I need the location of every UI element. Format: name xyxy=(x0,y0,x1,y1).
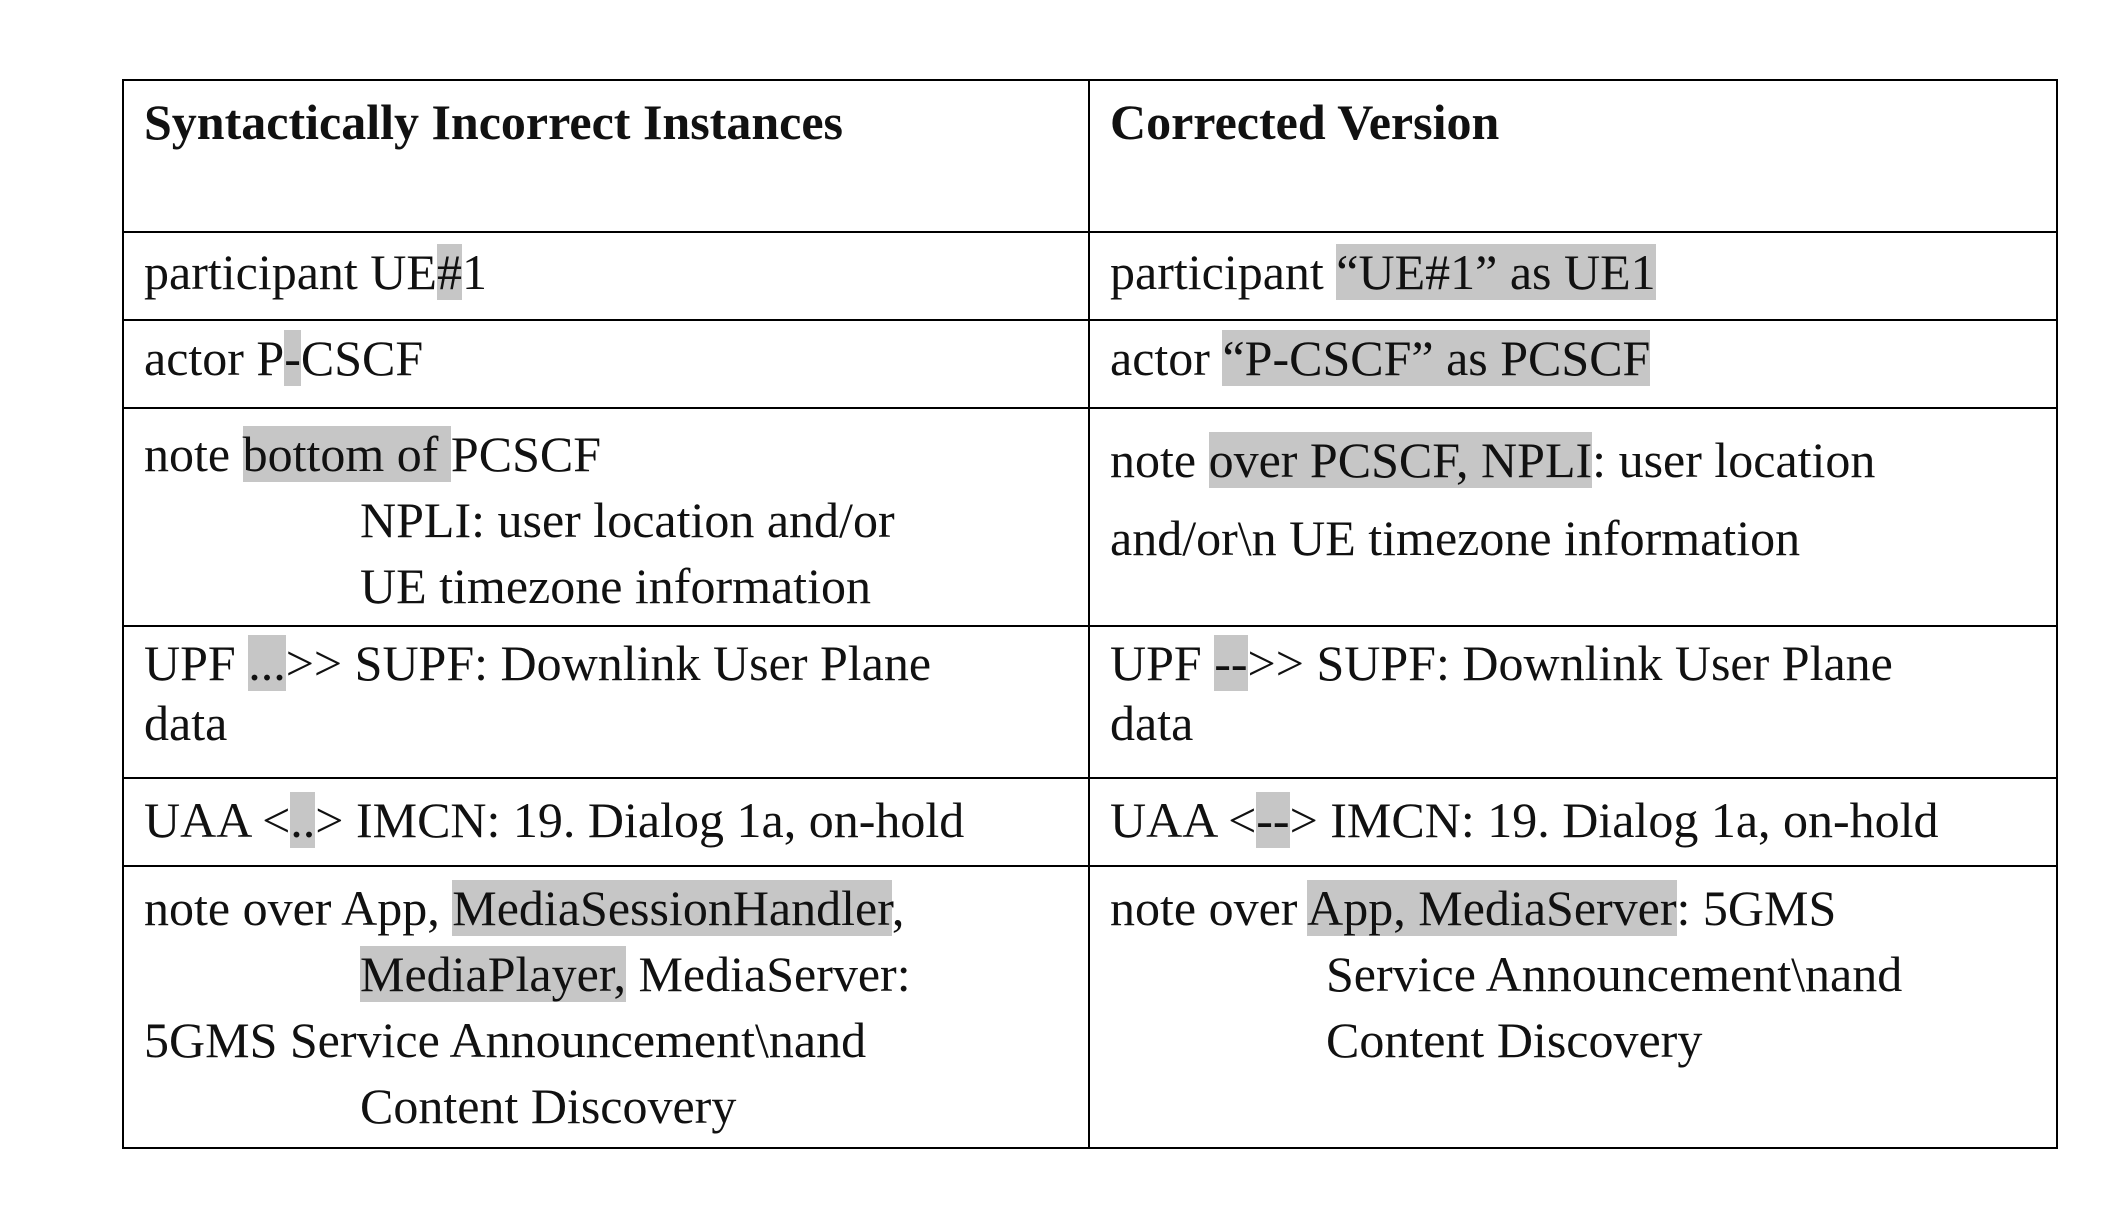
table-row xyxy=(123,778,2057,866)
text-fragment: participant xyxy=(1110,244,1337,300)
code-line: and/or\n UE timezone information xyxy=(1110,510,1801,566)
text-fragment: UAA < xyxy=(144,792,291,848)
code-line: Content Discovery xyxy=(1326,1012,1703,1068)
incorrect-cell xyxy=(123,778,1089,866)
header-incorrect: Syntactically Incorrect Instances xyxy=(123,80,1089,232)
text-fragment: CSCF xyxy=(300,330,424,386)
highlight: bottom of xyxy=(242,426,451,482)
code-line: Service Announcement\nand xyxy=(1326,946,1903,1002)
highlight: - xyxy=(284,330,301,386)
text-fragment: actor P xyxy=(144,330,285,386)
table-row xyxy=(123,408,2057,626)
text-fragment: note xyxy=(144,426,243,482)
code-line: Content Discovery xyxy=(360,1078,737,1134)
incorrect-cell xyxy=(123,232,1089,320)
text-fragment: note xyxy=(1110,432,1209,488)
highlight: “P-CSCF” as PCSCF xyxy=(1222,330,1651,386)
text-fragment: note over App, xyxy=(144,880,453,936)
text-fragment: 1 xyxy=(461,244,487,300)
table-row xyxy=(123,320,2057,408)
code-line xyxy=(144,239,1068,305)
text-fragment: : 5GMS xyxy=(1676,880,1837,936)
highlight: -- xyxy=(1256,792,1290,848)
code-line xyxy=(1110,325,2036,391)
table-row xyxy=(123,866,2057,1148)
corrected-cell xyxy=(1089,232,2057,320)
text-fragment: > IMCN: 19. Dialog 1a, on-hold xyxy=(315,792,965,848)
text-fragment: >> SUPF: Downlink User Plane xyxy=(1247,635,1893,691)
code-line xyxy=(144,633,1068,693)
code-line: NPLI: user location and/or xyxy=(360,492,895,548)
code-line xyxy=(144,421,1068,487)
text-fragment: note over xyxy=(1110,880,1308,936)
header-row xyxy=(123,80,2057,232)
corrected-cell xyxy=(1089,320,2057,408)
table-row xyxy=(123,626,2057,778)
highlight: App, MediaServer xyxy=(1307,880,1677,936)
corrected-cell xyxy=(1089,866,2057,1148)
incorrect-cell xyxy=(123,626,1089,778)
highlight: MediaPlayer, xyxy=(360,946,626,1002)
corrected-cell xyxy=(1089,626,2057,778)
corrected-cell xyxy=(1089,778,2057,866)
text-fragment: , xyxy=(891,880,905,936)
incorrect-cell xyxy=(123,320,1089,408)
code-line xyxy=(1110,421,2036,499)
code-line: UE timezone information xyxy=(360,558,871,614)
text-fragment: >> SUPF: Downlink User Plane xyxy=(285,635,932,691)
text-fragment: participant UE xyxy=(144,244,437,300)
code-line: 5GMS Service Announcement\nand xyxy=(144,1012,867,1068)
text-fragment: UAA < xyxy=(1110,792,1257,848)
code-line xyxy=(144,787,1068,853)
incorrect-cell xyxy=(123,408,1089,626)
highlight: ... xyxy=(248,635,286,691)
highlight: -- xyxy=(1214,635,1248,691)
text-fragment: actor xyxy=(1110,330,1223,386)
table-row xyxy=(123,232,2057,320)
text-fragment: PCSCF xyxy=(450,426,602,482)
incorrect-cell xyxy=(123,866,1089,1148)
code-line xyxy=(1110,875,2036,941)
header-corrected: Corrected Version xyxy=(1089,80,2057,232)
highlight: .. xyxy=(290,792,316,848)
code-line xyxy=(1110,239,2036,305)
text-fragment: : user location xyxy=(1592,432,1876,488)
text-fragment: > IMCN: 19. Dialog 1a, on-hold xyxy=(1289,792,1939,848)
code-line xyxy=(144,325,1068,391)
code-line: data xyxy=(144,695,228,751)
corrected-cell xyxy=(1089,408,2057,626)
text-fragment: UPF xyxy=(144,635,249,691)
code-line xyxy=(1110,633,2036,693)
highlight: # xyxy=(436,244,462,300)
comparison-table xyxy=(122,79,2058,1149)
text-fragment: UPF xyxy=(1110,635,1215,691)
text-fragment: MediaServer: xyxy=(625,946,911,1002)
code-line: data xyxy=(1110,695,1194,751)
highlight: MediaSessionHandler xyxy=(452,880,892,936)
code-line xyxy=(144,875,1068,941)
code-line xyxy=(144,941,1068,1007)
code-line xyxy=(1110,787,2036,853)
highlight: over PCSCF, NPLI xyxy=(1208,432,1593,488)
highlight: “UE#1” as UE1 xyxy=(1336,244,1656,300)
